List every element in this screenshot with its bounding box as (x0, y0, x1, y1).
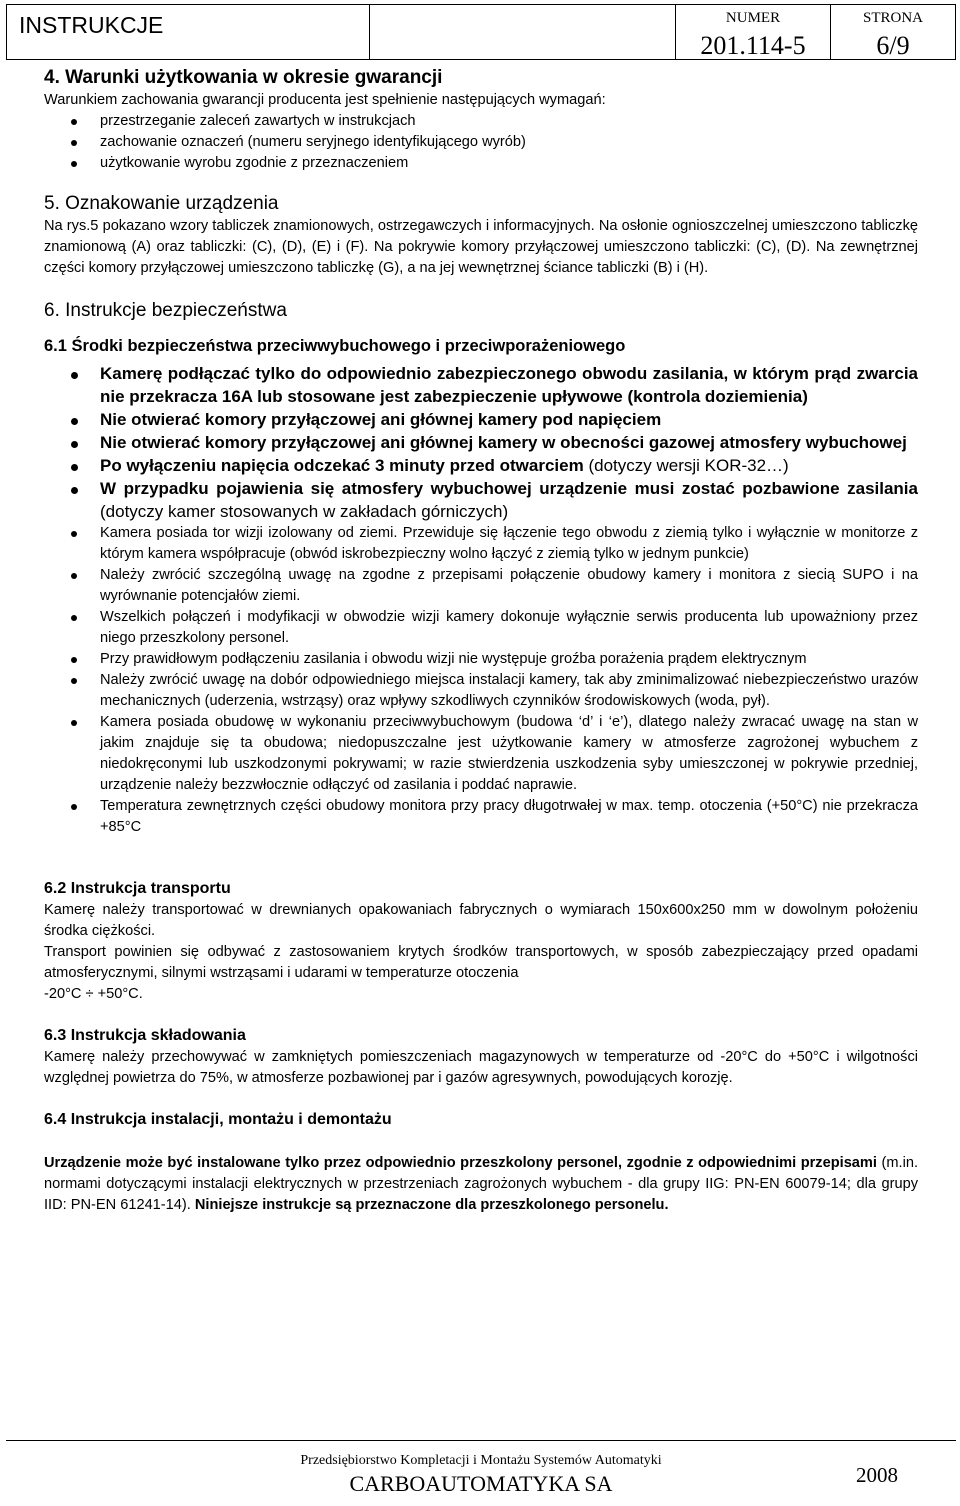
list-item-note: (dotyczy kamer stosowanych w zakładach górniczych) (100, 502, 509, 521)
header-number-value: 201.114-5 (700, 31, 806, 60)
installation-bold-1: Urządzenie może być instalowane tylko przez odpowiednio przeszkolony personel, zgodnie z odpowiednimi przepisami (44, 1155, 877, 1171)
header-number-cell (676, 5, 831, 59)
section-6-2-heading: 6.2 Instrukcja transportu (44, 880, 231, 897)
storage-paragraph: Kamerę należy przechowywać w zamkniętych pomieszczeniach magazynowych w temperaturze od -20°C do +50°C i wilgotności względnej powietrza do 75%, w atmosferze pozbawionej par i gazów agresywnych, powodujących korozję. (44, 1049, 918, 1086)
header-title-cell (7, 5, 370, 59)
footer-year: 2008 (856, 1463, 898, 1487)
list-item: Należy zwrócić szczególną uwagę na zgodne z przepisami połączenie obudowy kamery i monitora z siecią SUPO i na wyrównanie potencjałów ziemi. (44, 565, 918, 607)
list-item: przestrzeganie zaleceń zawartych w instrukcjach (44, 111, 918, 132)
list-item: Kamera posiada tor wizji izolowany od ziemi. Przewiduje się łączenie tego obwodu z ziemią tylko i wyłącznie w monitorze z którym kamera współpracuje (obwód iskrobezpieczny wolno łączyć z ziemią tylko w jednym punkcie) (44, 523, 918, 565)
header-blank-cell (370, 5, 676, 59)
list-item: Wszelkich połączeń i modyfikacji w obwodzie wizji kamery dokonuje wyłącznie serwis producenta lub upoważniony przez niego przeszkolony personel. (44, 607, 918, 649)
section-5-paragraph: Na rys.5 pokazano wzory tabliczek znamionowych, ostrzegawczych i informacyjnych. Na osłonie ognioszczelnej umieszczono tabliczkę znamionową (A) oraz tabliczki: (C), (D), (E) i (F). Na pokrywie komory przyłączowej umieszczono tabliczki: (C), (D). Na zewnętrznej części komory przyłączowej umieszczono tabliczkę (G), a na jej wewnętrznej ściance tabliczki (B) i (H). (44, 218, 918, 276)
safety-bold-list (44, 362, 918, 523)
list-item: Kamera posiada obudowę w wykonaniu przeciwwybuchowym (budowa ‘d’ i ‘e’), dlatego należy zwracać uwagę na stan w jakim znajduje się ta obudowa; niedopuszczalne jest użytkowanie kamery w atmosferze zagrożonej wybuchem z niedokręconymi lub uszkodzonymi pokrywami; w razie stwierdzenia uszkodzenia syby umieszczonej w pokrywie przedniej, urządzenie należy bezzwłocznie odłączyć od zasilania i poddać naprawie. (44, 712, 918, 796)
document-body (44, 66, 918, 1216)
page-footer (6, 1440, 956, 1500)
section-4-intro: Warunkiem zachowania gwarancji producenta jest spełnienie następujących wymagań: (44, 92, 606, 108)
transport-temperature: -20°C ÷ +50°C. (44, 986, 143, 1002)
list-item: zachowanie oznaczeń (numeru seryjnego identyfikującego wyrób) (44, 132, 918, 153)
header-number-label: NUMER (725, 10, 781, 26)
section-6-1-heading: 6.1 Środki bezpieczeństwa przeciwwybuchowego i przeciwporażeniowego (44, 337, 626, 355)
installation-paragraph (44, 1153, 918, 1216)
header-page-label: STRONA (862, 10, 923, 26)
header-page-value: 6/9 (876, 31, 910, 60)
list-item-note: (dotyczy wersji KOR-32…) (583, 456, 789, 475)
list-item: Nie otwierać komory przyłączowej ani głównej kamery pod napięciem (44, 408, 918, 431)
transport-paragraph-1: Kamerę należy transportować w drewnianych opakowaniach fabrycznych o wymiarach 150x600x250 mm w dowolnym położeniu środka ciężkości. (44, 902, 918, 939)
list-item: Nie otwierać komory przyłączowej ani głównej kamery w obecności gazowej atmosfery wybuchowej (44, 431, 918, 454)
footer-company-full: Przedsiębiorstwo Kompletacji i Montażu Systemów Automatyki (300, 1453, 662, 1468)
section-4-list (44, 111, 918, 174)
footer-company-name: CARBOAUTOMATYKA SA (349, 1471, 613, 1496)
section-6-3-heading: 6.3 Instrukcja składowania (44, 1027, 246, 1044)
section-6-heading: 6. Instrukcje bezpieczeństwa (44, 300, 287, 321)
list-item: użytkowanie wyrobu zgodnie z przeznaczeniem (44, 153, 918, 174)
footer-company (186, 1453, 776, 1497)
section-6-4-heading: 6.4 Instrukcja instalacji, montażu i demontażu (44, 1111, 392, 1128)
list-item-bold: Po wyłączeniu napięcia odczekać 3 minuty przed otwarciem (100, 456, 584, 475)
header-page-cell (831, 5, 955, 59)
section-4-heading: 4. Warunki użytkowania w okresie gwarancji (44, 67, 443, 88)
list-item (44, 454, 918, 477)
transport-paragraph-2: Transport powinien się odbywać z zastosowaniem krytych środków transportowych, w sposób zabezpieczający przed opadami atmosferycznymi, silnymi wstrząsami i udarami w temperaturze otoczenia (44, 944, 918, 981)
header-title: INSTRUKCJE (19, 12, 164, 38)
list-item: Należy zwrócić uwagę na dobór odpowiedniego miejsca instalacji kamery, tak aby zminimalizować niebezpieczeństwo urazów mechanicznych (uderzenia, wstrząsy) oraz wpływy szkodliwych czynników środowiskowych (woda, pył). (44, 670, 918, 712)
safety-list (44, 523, 918, 838)
installation-bold-2: Niniejsze instrukcje są przeznaczone dla przeszkolonego personelu. (194, 1197, 669, 1213)
list-item-bold: W przypadku pojawienia się atmosfery wybuchowej urządzenie musi zostać pozbawione zasilania (100, 479, 918, 498)
section-5-heading: 5. Oznakowanie urządzenia (44, 193, 279, 214)
list-item (44, 477, 918, 523)
page-header (6, 4, 956, 60)
list-item: Temperatura zewnętrznych części obudowy monitora przy pracy długotrwałej w max. temp. otoczenia (+50°C) nie przekracza +85°C (44, 796, 918, 838)
list-item: Przy prawidłowym podłączeniu zasilania i obwodu wizji nie występuje groźba porażenia prądem elektrycznym (44, 649, 918, 670)
list-item: Kamerę podłączać tylko do odpowiednio zabezpieczonego obwodu zasilania, w którym prąd zwarcia nie przekracza 16A lub stosowane jest zabezpieczenie upływowe (kontrola doziemienia) (44, 362, 918, 408)
installation-note: (m.in. normami dotyczącymi instalacji elektrycznych w przestrzeniach zagrożonych wybuchem - dla grupy IIG: PN-EN 60079-14; dla grupy IID: PN-EN 61241-14). (44, 1155, 918, 1213)
